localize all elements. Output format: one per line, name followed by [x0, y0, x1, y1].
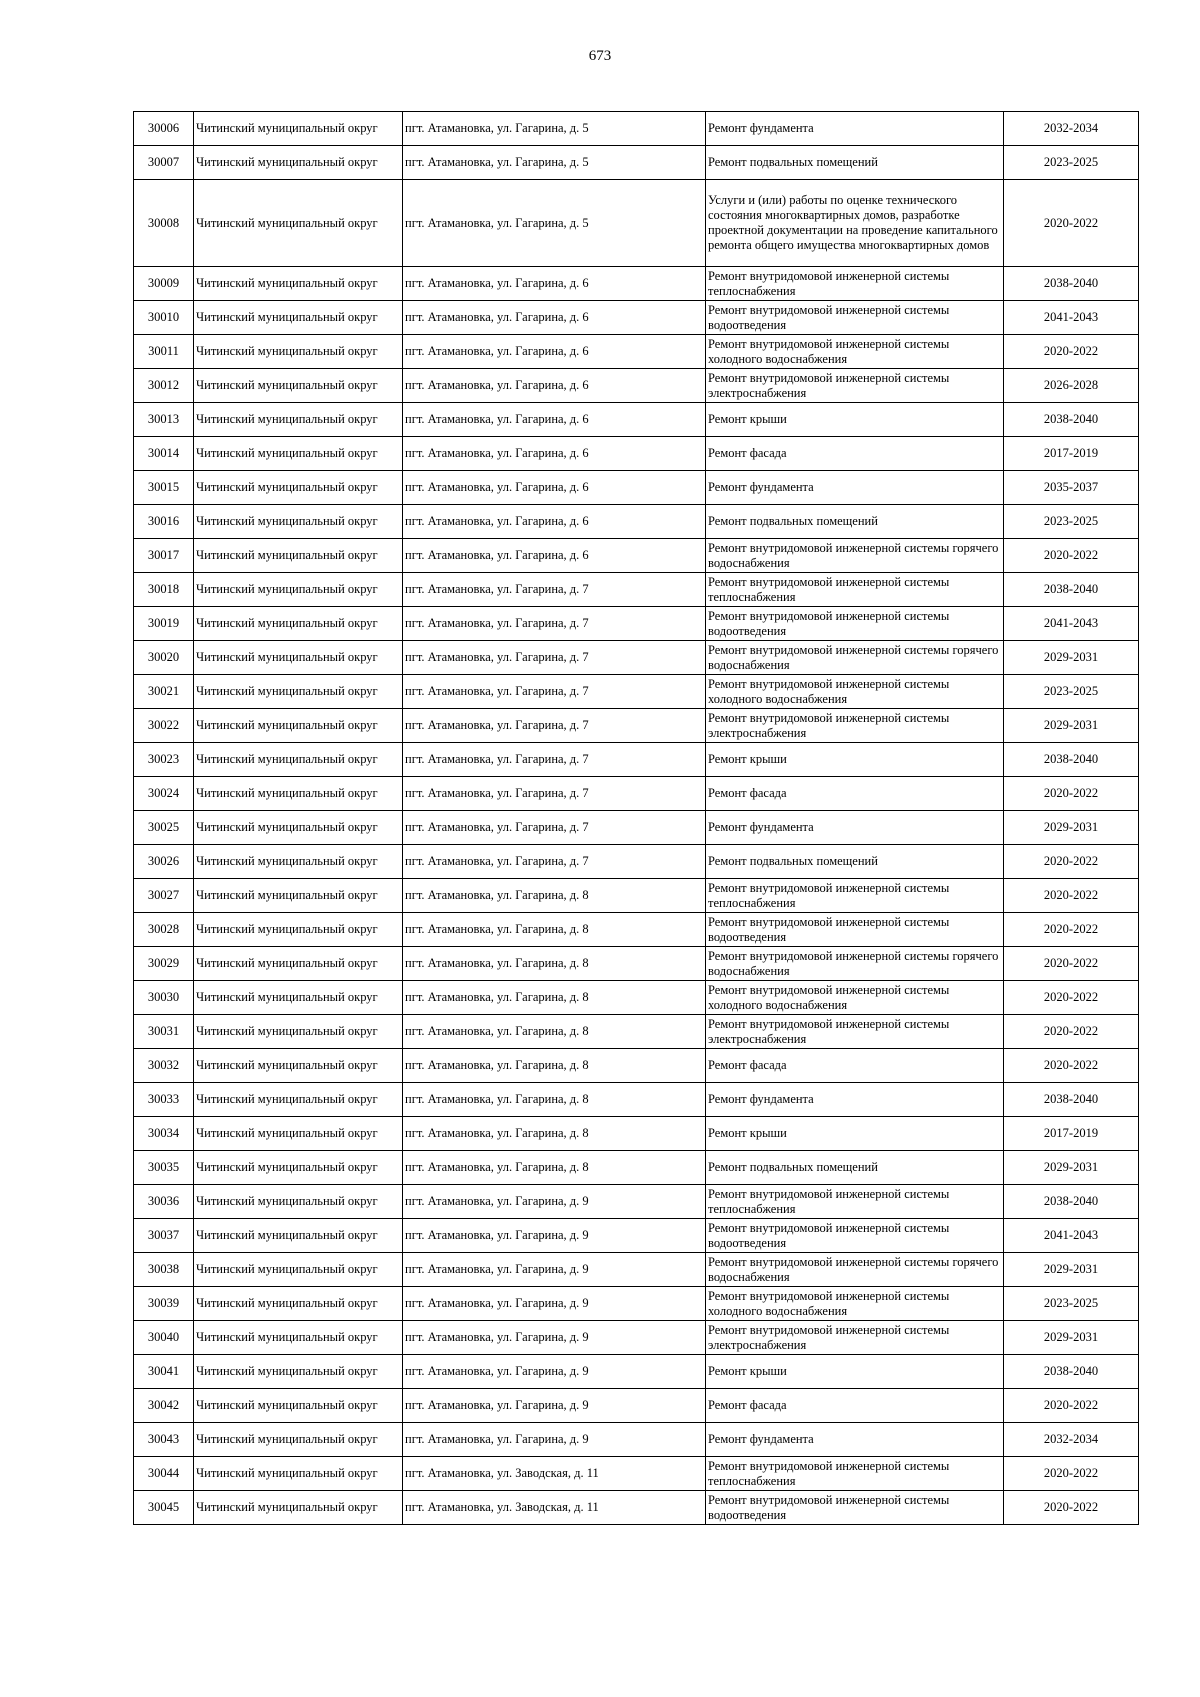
table-row: [134, 146, 1139, 180]
table-row: [134, 505, 1139, 539]
period-cell: 2020-2022: [1004, 180, 1139, 267]
period-cell: 2029-2031: [1004, 1253, 1139, 1287]
municipality-cell: Читинский муниципальный округ: [194, 845, 403, 879]
municipality-cell: Читинский муниципальный округ: [194, 112, 403, 146]
row-number: 30027: [134, 879, 194, 913]
period-cell: 2023-2025: [1004, 505, 1139, 539]
period-cell: 2029-2031: [1004, 1321, 1139, 1355]
address-cell: пгт. Атамановка, ул. Гагарина, д. 7: [403, 641, 706, 675]
municipality-cell: Читинский муниципальный округ: [194, 709, 403, 743]
work-type-cell: Ремонт крыши: [706, 743, 1004, 777]
table-row: [134, 1253, 1139, 1287]
table-row: [134, 1287, 1139, 1321]
period-cell: 2023-2025: [1004, 1287, 1139, 1321]
address-cell: пгт. Атамановка, ул. Гагарина, д. 9: [403, 1423, 706, 1457]
address-cell: пгт. Атамановка, ул. Гагарина, д. 8: [403, 981, 706, 1015]
municipality-cell: Читинский муниципальный округ: [194, 1321, 403, 1355]
address-cell: пгт. Атамановка, ул. Гагарина, д. 7: [403, 607, 706, 641]
address-cell: пгт. Атамановка, ул. Гагарина, д. 7: [403, 811, 706, 845]
municipality-cell: Читинский муниципальный округ: [194, 1049, 403, 1083]
address-cell: пгт. Атамановка, ул. Гагарина, д. 8: [403, 913, 706, 947]
row-number: 30013: [134, 403, 194, 437]
row-number: 30035: [134, 1151, 194, 1185]
work-type-cell: Ремонт подвальных помещений: [706, 146, 1004, 180]
row-number: 30020: [134, 641, 194, 675]
period-cell: 2038-2040: [1004, 403, 1139, 437]
work-type-cell: Ремонт внутридомовой инженерной системы горячего водоснабжения: [706, 641, 1004, 675]
table-row: [134, 369, 1139, 403]
municipality-cell: Читинский муниципальный округ: [194, 1117, 403, 1151]
work-type-cell: Ремонт фундамента: [706, 1083, 1004, 1117]
municipality-cell: Читинский муниципальный округ: [194, 437, 403, 471]
address-cell: пгт. Атамановка, ул. Гагарина, д. 8: [403, 1049, 706, 1083]
work-type-cell: Ремонт фундамента: [706, 112, 1004, 146]
row-number: 30006: [134, 112, 194, 146]
work-type-cell: Ремонт фундамента: [706, 1423, 1004, 1457]
address-cell: пгт. Атамановка, ул. Гагарина, д. 5: [403, 112, 706, 146]
period-cell: 2017-2019: [1004, 1117, 1139, 1151]
address-cell: пгт. Атамановка, ул. Гагарина, д. 6: [403, 539, 706, 573]
municipality-cell: Читинский муниципальный округ: [194, 743, 403, 777]
period-cell: 2041-2043: [1004, 1219, 1139, 1253]
work-type-cell: Ремонт подвальных помещений: [706, 1151, 1004, 1185]
row-number: 30038: [134, 1253, 194, 1287]
period-cell: 2020-2022: [1004, 913, 1139, 947]
municipality-cell: Читинский муниципальный округ: [194, 1015, 403, 1049]
municipality-cell: Читинский муниципальный округ: [194, 1423, 403, 1457]
row-number: 30029: [134, 947, 194, 981]
work-type-cell: Ремонт фасада: [706, 1049, 1004, 1083]
period-cell: 2020-2022: [1004, 981, 1139, 1015]
table-row: [134, 1185, 1139, 1219]
work-type-cell: Ремонт подвальных помещений: [706, 505, 1004, 539]
address-cell: пгт. Атамановка, ул. Гагарина, д. 8: [403, 947, 706, 981]
address-cell: пгт. Атамановка, ул. Гагарина, д. 6: [403, 437, 706, 471]
table-row: [134, 1049, 1139, 1083]
work-type-cell: Ремонт внутридомовой инженерной системы теплоснабжения: [706, 1185, 1004, 1219]
municipality-cell: Читинский муниципальный округ: [194, 1355, 403, 1389]
work-type-cell: Ремонт внутридомовой инженерной системы холодного водоснабжения: [706, 981, 1004, 1015]
row-number: 30037: [134, 1219, 194, 1253]
municipality-cell: Читинский муниципальный округ: [194, 267, 403, 301]
table-row: [134, 607, 1139, 641]
address-cell: пгт. Атамановка, ул. Гагарина, д. 7: [403, 845, 706, 879]
row-number: 30031: [134, 1015, 194, 1049]
row-number: 30028: [134, 913, 194, 947]
work-type-cell: Ремонт внутридомовой инженерной системы электроснабжения: [706, 369, 1004, 403]
work-type-cell: Ремонт внутридомовой инженерной системы холодного водоснабжения: [706, 1287, 1004, 1321]
table-row: [134, 1117, 1139, 1151]
row-number: 30033: [134, 1083, 194, 1117]
period-cell: 2020-2022: [1004, 1389, 1139, 1423]
municipality-cell: Читинский муниципальный округ: [194, 1151, 403, 1185]
period-cell: 2023-2025: [1004, 675, 1139, 709]
period-cell: 2020-2022: [1004, 1457, 1139, 1491]
table-row: [134, 981, 1139, 1015]
table-row: [134, 1457, 1139, 1491]
row-number: 30042: [134, 1389, 194, 1423]
work-type-cell: Ремонт внутридомовой инженерной системы водоотведения: [706, 913, 1004, 947]
municipality-cell: Читинский муниципальный округ: [194, 1253, 403, 1287]
municipality-cell: Читинский муниципальный округ: [194, 947, 403, 981]
repair-schedule-table: [133, 111, 1139, 1525]
address-cell: пгт. Атамановка, ул. Гагарина, д. 6: [403, 335, 706, 369]
address-cell: пгт. Атамановка, ул. Гагарина, д. 9: [403, 1355, 706, 1389]
table-row: [134, 811, 1139, 845]
municipality-cell: Читинский муниципальный округ: [194, 539, 403, 573]
period-cell: 2038-2040: [1004, 743, 1139, 777]
period-cell: 2023-2025: [1004, 146, 1139, 180]
work-type-cell: Ремонт внутридомовой инженерной системы теплоснабжения: [706, 879, 1004, 913]
table-row: [134, 1355, 1139, 1389]
row-number: 30009: [134, 267, 194, 301]
period-cell: 2038-2040: [1004, 267, 1139, 301]
row-number: 30010: [134, 301, 194, 335]
work-type-cell: Услуги и (или) работы по оценке технического состояния многоквартирных домов, разработке проектной документации на проведение капитального ремонта общего имущества многоквартирных домов: [706, 180, 1004, 267]
municipality-cell: Читинский муниципальный округ: [194, 573, 403, 607]
municipality-cell: Читинский муниципальный округ: [194, 641, 403, 675]
row-number: 30036: [134, 1185, 194, 1219]
address-cell: пгт. Атамановка, ул. Гагарина, д. 7: [403, 709, 706, 743]
table-row: [134, 743, 1139, 777]
row-number: 30007: [134, 146, 194, 180]
row-number: 30032: [134, 1049, 194, 1083]
row-number: 30012: [134, 369, 194, 403]
row-number: 30008: [134, 180, 194, 267]
table-row: [134, 471, 1139, 505]
period-cell: 2029-2031: [1004, 709, 1139, 743]
work-type-cell: Ремонт внутридомовой инженерной системы водоотведения: [706, 301, 1004, 335]
municipality-cell: Читинский муниципальный округ: [194, 811, 403, 845]
address-cell: пгт. Атамановка, ул. Гагарина, д. 6: [403, 505, 706, 539]
table-row: [134, 267, 1139, 301]
work-type-cell: Ремонт крыши: [706, 1117, 1004, 1151]
table-row: [134, 301, 1139, 335]
period-cell: 2020-2022: [1004, 947, 1139, 981]
table-row: [134, 1423, 1139, 1457]
work-type-cell: Ремонт фундамента: [706, 811, 1004, 845]
table-row: [134, 437, 1139, 471]
table-row: [134, 573, 1139, 607]
municipality-cell: Читинский муниципальный округ: [194, 403, 403, 437]
period-cell: 2026-2028: [1004, 369, 1139, 403]
address-cell: пгт. Атамановка, ул. Гагарина, д. 8: [403, 1083, 706, 1117]
work-type-cell: Ремонт внутридомовой инженерной системы холодного водоснабжения: [706, 335, 1004, 369]
address-cell: пгт. Атамановка, ул. Гагарина, д. 7: [403, 777, 706, 811]
row-number: 30017: [134, 539, 194, 573]
municipality-cell: Читинский муниципальный округ: [194, 1185, 403, 1219]
address-cell: пгт. Атамановка, ул. Гагарина, д. 6: [403, 267, 706, 301]
row-number: 30045: [134, 1491, 194, 1525]
municipality-cell: Читинский муниципальный округ: [194, 1287, 403, 1321]
work-type-cell: Ремонт подвальных помещений: [706, 845, 1004, 879]
table-row: [134, 947, 1139, 981]
row-number: 30039: [134, 1287, 194, 1321]
page-number: 673: [588, 48, 612, 64]
period-cell: 2038-2040: [1004, 1185, 1139, 1219]
table-row: [134, 1015, 1139, 1049]
municipality-cell: Читинский муниципальный округ: [194, 913, 403, 947]
row-number: 30024: [134, 777, 194, 811]
work-type-cell: Ремонт внутридомовой инженерной системы водоотведения: [706, 607, 1004, 641]
address-cell: пгт. Атамановка, ул. Гагарина, д. 9: [403, 1287, 706, 1321]
period-cell: 2041-2043: [1004, 301, 1139, 335]
period-cell: 2020-2022: [1004, 879, 1139, 913]
work-type-cell: Ремонт фасада: [706, 1389, 1004, 1423]
table-row: [134, 777, 1139, 811]
table-row: [134, 112, 1139, 146]
address-cell: пгт. Атамановка, ул. Гагарина, д. 8: [403, 1117, 706, 1151]
address-cell: пгт. Атамановка, ул. Гагарина, д. 5: [403, 180, 706, 267]
period-cell: 2032-2034: [1004, 112, 1139, 146]
work-type-cell: Ремонт внутридомовой инженерной системы горячего водоснабжения: [706, 947, 1004, 981]
municipality-cell: Читинский муниципальный округ: [194, 335, 403, 369]
table-row: [134, 1083, 1139, 1117]
period-cell: 2020-2022: [1004, 335, 1139, 369]
period-cell: 2017-2019: [1004, 437, 1139, 471]
work-type-cell: Ремонт крыши: [706, 403, 1004, 437]
period-cell: 2020-2022: [1004, 845, 1139, 879]
address-cell: пгт. Атамановка, ул. Гагарина, д. 7: [403, 675, 706, 709]
table-row: [134, 913, 1139, 947]
table-row: [134, 403, 1139, 437]
table-row: [134, 845, 1139, 879]
address-cell: пгт. Атамановка, ул. Гагарина, д. 8: [403, 879, 706, 913]
table-row: [134, 879, 1139, 913]
municipality-cell: Читинский муниципальный округ: [194, 471, 403, 505]
period-cell: 2041-2043: [1004, 607, 1139, 641]
work-type-cell: Ремонт внутридомовой инженерной системы водоотведения: [706, 1219, 1004, 1253]
municipality-cell: Читинский муниципальный округ: [194, 301, 403, 335]
row-number: 30016: [134, 505, 194, 539]
table-row: [134, 709, 1139, 743]
municipality-cell: Читинский муниципальный округ: [194, 675, 403, 709]
row-number: 30041: [134, 1355, 194, 1389]
address-cell: пгт. Атамановка, ул. Гагарина, д. 9: [403, 1219, 706, 1253]
period-cell: 2020-2022: [1004, 1015, 1139, 1049]
work-type-cell: Ремонт фундамента: [706, 471, 1004, 505]
work-type-cell: Ремонт крыши: [706, 1355, 1004, 1389]
row-number: 30014: [134, 437, 194, 471]
period-cell: 2029-2031: [1004, 641, 1139, 675]
work-type-cell: Ремонт внутридомовой инженерной системы теплоснабжения: [706, 1457, 1004, 1491]
row-number: 30034: [134, 1117, 194, 1151]
table-row: [134, 1219, 1139, 1253]
municipality-cell: Читинский муниципальный округ: [194, 1083, 403, 1117]
row-number: 30021: [134, 675, 194, 709]
work-type-cell: Ремонт внутридомовой инженерной системы водоотведения: [706, 1491, 1004, 1525]
work-type-cell: Ремонт внутридомовой инженерной системы теплоснабжения: [706, 267, 1004, 301]
period-cell: 2035-2037: [1004, 471, 1139, 505]
work-type-cell: Ремонт фасада: [706, 777, 1004, 811]
period-cell: 2029-2031: [1004, 1151, 1139, 1185]
municipality-cell: Читинский муниципальный округ: [194, 505, 403, 539]
table-body: [134, 112, 1139, 1525]
row-number: 30023: [134, 743, 194, 777]
address-cell: пгт. Атамановка, ул. Гагарина, д. 9: [403, 1185, 706, 1219]
work-type-cell: Ремонт фасада: [706, 437, 1004, 471]
municipality-cell: Читинский муниципальный округ: [194, 146, 403, 180]
row-number: 30040: [134, 1321, 194, 1355]
row-number: 30026: [134, 845, 194, 879]
row-number: 30015: [134, 471, 194, 505]
work-type-cell: Ремонт внутридомовой инженерной системы холодного водоснабжения: [706, 675, 1004, 709]
municipality-cell: Читинский муниципальный округ: [194, 879, 403, 913]
table-row: [134, 1321, 1139, 1355]
row-number: 30043: [134, 1423, 194, 1457]
address-cell: пгт. Атамановка, ул. Гагарина, д. 9: [403, 1253, 706, 1287]
table-row: [134, 180, 1139, 267]
work-type-cell: Ремонт внутридомовой инженерной системы электроснабжения: [706, 1321, 1004, 1355]
row-number: 30019: [134, 607, 194, 641]
table-row: [134, 1491, 1139, 1525]
address-cell: пгт. Атамановка, ул. Гагарина, д. 7: [403, 743, 706, 777]
address-cell: пгт. Атамановка, ул. Гагарина, д. 6: [403, 471, 706, 505]
municipality-cell: Читинский муниципальный округ: [194, 1219, 403, 1253]
row-number: 30022: [134, 709, 194, 743]
table-row: [134, 675, 1139, 709]
period-cell: 2029-2031: [1004, 811, 1139, 845]
row-number: 30044: [134, 1457, 194, 1491]
period-cell: 2020-2022: [1004, 1049, 1139, 1083]
period-cell: 2038-2040: [1004, 1355, 1139, 1389]
work-type-cell: Ремонт внутридомовой инженерной системы горячего водоснабжения: [706, 539, 1004, 573]
period-cell: 2020-2022: [1004, 777, 1139, 811]
table-row: [134, 335, 1139, 369]
address-cell: пгт. Атамановка, ул. Заводская, д. 11: [403, 1491, 706, 1525]
municipality-cell: Читинский муниципальный округ: [194, 607, 403, 641]
municipality-cell: Читинский муниципальный округ: [194, 1457, 403, 1491]
address-cell: пгт. Атамановка, ул. Заводская, д. 11: [403, 1457, 706, 1491]
table-row: [134, 1151, 1139, 1185]
work-type-cell: Ремонт внутридомовой инженерной системы электроснабжения: [706, 1015, 1004, 1049]
address-cell: пгт. Атамановка, ул. Гагарина, д. 6: [403, 403, 706, 437]
row-number: 30025: [134, 811, 194, 845]
table-row: [134, 539, 1139, 573]
municipality-cell: Читинский муниципальный округ: [194, 180, 403, 267]
address-cell: пгт. Атамановка, ул. Гагарина, д. 8: [403, 1151, 706, 1185]
address-cell: пгт. Атамановка, ул. Гагарина, д. 9: [403, 1389, 706, 1423]
municipality-cell: Читинский муниципальный округ: [194, 1491, 403, 1525]
address-cell: пгт. Атамановка, ул. Гагарина, д. 8: [403, 1015, 706, 1049]
municipality-cell: Читинский муниципальный округ: [194, 1389, 403, 1423]
period-cell: 2020-2022: [1004, 1491, 1139, 1525]
period-cell: 2020-2022: [1004, 539, 1139, 573]
table-row: [134, 641, 1139, 675]
period-cell: 2032-2034: [1004, 1423, 1139, 1457]
municipality-cell: Читинский муниципальный округ: [194, 369, 403, 403]
address-cell: пгт. Атамановка, ул. Гагарина, д. 5: [403, 146, 706, 180]
address-cell: пгт. Атамановка, ул. Гагарина, д. 6: [403, 369, 706, 403]
work-type-cell: Ремонт внутридомовой инженерной системы электроснабжения: [706, 709, 1004, 743]
row-number: 30030: [134, 981, 194, 1015]
municipality-cell: Читинский муниципальный округ: [194, 777, 403, 811]
row-number: 30011: [134, 335, 194, 369]
municipality-cell: Читинский муниципальный округ: [194, 981, 403, 1015]
address-cell: пгт. Атамановка, ул. Гагарина, д. 9: [403, 1321, 706, 1355]
table-row: [134, 1389, 1139, 1423]
period-cell: 2038-2040: [1004, 1083, 1139, 1117]
address-cell: пгт. Атамановка, ул. Гагарина, д. 7: [403, 573, 706, 607]
row-number: 30018: [134, 573, 194, 607]
work-type-cell: Ремонт внутридомовой инженерной системы теплоснабжения: [706, 573, 1004, 607]
period-cell: 2038-2040: [1004, 573, 1139, 607]
work-type-cell: Ремонт внутридомовой инженерной системы горячего водоснабжения: [706, 1253, 1004, 1287]
address-cell: пгт. Атамановка, ул. Гагарина, д. 6: [403, 301, 706, 335]
